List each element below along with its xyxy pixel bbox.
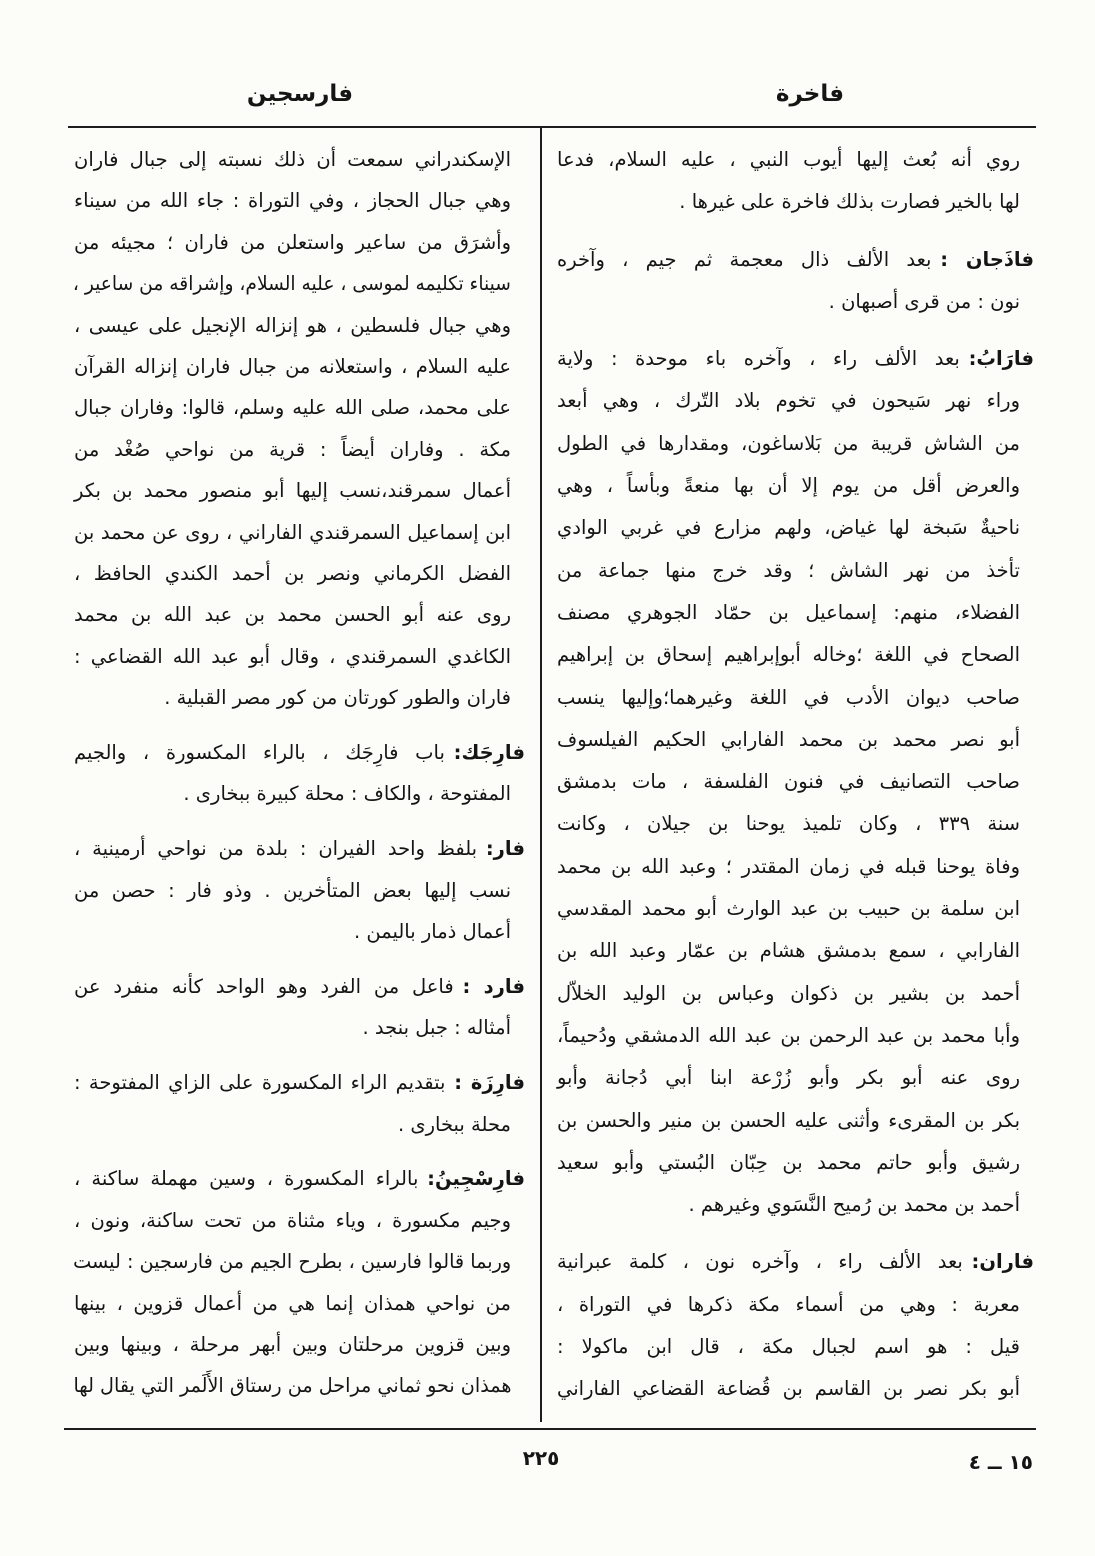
line-text (74, 1283, 511, 1324)
line-text (74, 1062, 525, 1103)
line-text (557, 973, 1020, 1015)
entry-headword: فار: (485, 837, 525, 861)
dictionary-entry (556, 1241, 1034, 1410)
text-line (73, 1158, 525, 1199)
line-text (557, 888, 1020, 930)
text-line (73, 1200, 511, 1241)
line-text (679, 181, 1020, 223)
entry-headword: فارِسْجِينُ: (427, 1167, 525, 1191)
entry-text: نون : من قرى أصبهان . (828, 289, 1020, 313)
text-line (556, 239, 1034, 281)
line-text (74, 346, 511, 387)
line-text (557, 1241, 1034, 1283)
entry-text: محلة ببخارى . (397, 1112, 511, 1136)
dictionary-entry (556, 338, 1034, 1226)
dictionary-entry (556, 239, 1034, 324)
entry-text: معربة : وهي من أسماء مكة ذكرها في التوراة ، (557, 1292, 1020, 1316)
entry-text: لها بالخير فصارت بذلك فاخرة على غيرها . (679, 190, 1020, 214)
text-line (556, 181, 1020, 223)
text-line (73, 1324, 511, 1365)
entry-text: بعد الألف ذال معجمة ثم جيم ، وآخره (557, 247, 932, 271)
line-text (74, 553, 511, 594)
line-text (74, 966, 525, 1007)
text-line (556, 1184, 1020, 1226)
dictionary-entry (73, 1062, 525, 1145)
entry-text: وراء نهر سَيحون في تخوم بلاد التّرك ، وهي أبعد (557, 389, 1020, 413)
line-text (557, 423, 1020, 465)
entry-headword: فارِجَك: (453, 740, 525, 764)
text-line (556, 846, 1020, 888)
line-text (73, 1365, 511, 1406)
dictionary-entry (73, 966, 525, 1049)
line-text (557, 1057, 1020, 1099)
entry-text: أحمد بن محمد بن رُميح النَّسَوي وغيرهم . (688, 1193, 1020, 1217)
line-text (74, 387, 511, 428)
entry-text: بكر بن المقرىء وأثنى عليه الحسن بن منير والحسن بن (557, 1108, 1020, 1132)
text-line (73, 732, 525, 773)
line-text (74, 1200, 511, 1241)
line-text (74, 636, 511, 677)
text-line (73, 828, 525, 869)
dictionary-entry (73, 732, 525, 815)
entry-text: ابن سلمة بن حبيب بن عبد الوارث أبو محمد المقدسي (557, 897, 1020, 921)
text-line (556, 634, 1020, 676)
entry-text: أحمد بن بشير بن ذكوان وعباس بن الوليد الخلاّل (557, 981, 1020, 1005)
line-text (557, 677, 1020, 719)
line-text (557, 803, 1020, 845)
entry-text: الفضل الكرماني ونصر بن أحمد الكندي الحافظ ، (74, 561, 511, 585)
line-text (183, 773, 511, 814)
text-line (556, 338, 1034, 380)
entry-continuation (73, 139, 525, 718)
text-line (73, 1007, 511, 1048)
text-line (73, 1104, 511, 1145)
line-text (73, 263, 511, 304)
entry-text: عليه السلام ، واستعلانه من جبال فاران إنزاله القرآن (74, 354, 511, 378)
line-text (557, 1100, 1020, 1142)
text-line (73, 346, 511, 387)
line-text (557, 1015, 1020, 1057)
line-text (557, 634, 1020, 676)
line-text (557, 1142, 1020, 1184)
entry-text: الإسكندراني سمعت أن ذلك نسبته إلى جبال فاران (74, 148, 511, 171)
entry-text: روي أنه بُعث إليها أيوب النبي ، عليه السلام، فدعا (557, 148, 1020, 171)
entry-text: الصحاح في اللغة ؛وخاله أبوإبراهيم إسحاق بن إبراهيم (557, 643, 1020, 667)
text-line (556, 930, 1020, 972)
text-line (73, 139, 511, 180)
entry-text: فاران والطور كورتان من كور مصر القبلية . (164, 686, 511, 710)
line-text (557, 550, 1020, 592)
text-line (73, 1365, 511, 1406)
running-head-right: فاخرة (775, 81, 845, 107)
text-line (73, 870, 511, 911)
entry-text: وهي جبال فلسطين ، هو إنزاله الإنجيل على عيسى ، (74, 313, 511, 337)
text-line (556, 677, 1020, 719)
entry-text: المفتوحة ، والكاف : محلة كبيرة ببخارى . (183, 782, 511, 806)
text-line (556, 1241, 1034, 1283)
entry-text: وأشرَق من ساعير واستعلن من فاران ؛ مجيئه من (74, 230, 511, 254)
entry-text: أبو بكر نصر بن القاسم بن قُضاعة القضاعي الفاراني (557, 1377, 1020, 1401)
line-text (74, 470, 511, 511)
entry-text: والعرض أقل من يوم إلا أن بها منعةً وبأساً ، وهي (557, 474, 1020, 498)
line-text (74, 512, 511, 553)
text-line (73, 180, 511, 221)
text-line (556, 380, 1020, 422)
entry-text: الفارابي ، سمع بدمشق هشام بن عمّار وعبد الله بن (557, 939, 1020, 963)
line-text (74, 139, 511, 180)
entry-text: من الشاش قريبة من بَلاساغون، ومقدارها في الطول (557, 431, 1020, 455)
text-line (556, 761, 1020, 803)
text-line (73, 1241, 511, 1282)
text-line (73, 773, 511, 814)
text-line (556, 1284, 1020, 1326)
entry-text: وأبا محمد بن عبد الرحمن بن عبد الله الدمشقي ودُحيماً، (557, 1023, 1020, 1047)
line-text (73, 1241, 511, 1282)
line-text (557, 380, 1020, 422)
entry-headword: فارَابُ: (968, 347, 1034, 371)
entry-text: الكاغدي السمرقندي ، وقال أبو عبد الله القضاعي : (74, 644, 511, 668)
text-line (556, 550, 1020, 592)
entry-text: همذان نحو ثماني مراحل من رستاق الأَلَمر التي يقال لها (72, 1374, 511, 1398)
line-text (557, 719, 1020, 761)
line-text (74, 870, 511, 911)
line-text (74, 594, 511, 635)
entry-text: أبو نصر محمد بن محمد الفارابي الحكيم الفيلسوف (557, 727, 1020, 751)
entry-text: ابن إسماعيل السمرقندي الفاراني ، روى عن محمد بن (74, 520, 511, 544)
entry-text: قيل : هو اسم لجبال مكة ، قال ابن ماكولا : (557, 1335, 1020, 1359)
text-line (556, 1142, 1020, 1184)
entry-text: وجيم مكسورة ، وياء مثناة من تحت ساكنة، ونون ، (74, 1208, 511, 1232)
entry-text: على محمد، صلى الله عليه وسلم، قالوا: وفاران جبال (74, 396, 511, 420)
text-line (556, 465, 1020, 507)
page-number: ٢٢٥ (522, 1446, 560, 1470)
entry-text: وفاة يوحنا قبله في زمان المقتدر ؛ وعبد الله بن محمد (556, 854, 1020, 878)
text-line (556, 1015, 1020, 1057)
text-line (556, 803, 1020, 845)
entry-text: بتقديم الراء المكسورة على الزاي المفتوحة : (74, 1071, 446, 1095)
entry-text: فاعل من الفرد وهو الواحد كأنه منفرد عن (74, 974, 454, 998)
text-line (556, 281, 1020, 323)
entry-text: صاحب التصانيف في فنون الفلسفة ، مات بدمشق (557, 770, 1020, 794)
text-line (73, 594, 511, 635)
entry-headword: فاران: (971, 1250, 1034, 1274)
column-divider (540, 128, 542, 1422)
entry-text: باب فارِجَك ، بالراء المكسورة ، والجيم (74, 740, 445, 764)
text-line (73, 429, 511, 470)
entry-text: روى عنه أبو بكر وأبو زُرْعة ابنا أبي دُجانة وأبو (556, 1066, 1020, 1090)
text-line (73, 512, 511, 553)
entry-text: سيناء تكليمه لموسى ، عليه السلام، وإشراقه من ساعير ، (73, 272, 511, 296)
line-text (557, 761, 1020, 803)
text-line (556, 1057, 1020, 1099)
line-text (164, 677, 511, 718)
line-text (557, 1368, 1020, 1410)
running-head-left: فارسجين (246, 81, 354, 107)
text-line (73, 966, 525, 1007)
text-line (556, 592, 1020, 634)
entry-text: وهي جبال الحجاز ، وفي التوراة : جاء الله من سيناء (74, 189, 511, 213)
entry-text: نسب إليها بعض المتأخرين . وذو فار : حصن من (74, 878, 511, 902)
entry-text: ناحيةٌ سَبخة لها غياض، ولهم مزارع في غربي الوادي (557, 516, 1020, 540)
entry-text: مكة . وفاران أيضاً : قرية من نواحي صُغْد من (74, 437, 511, 461)
line-text (557, 592, 1020, 634)
entry-text: صاحب ديوان الأدب في اللغة وغيرهما؛وإليها ينسب (556, 685, 1020, 709)
entry-text: من نواحي همذان إنما هي من أعمال قزوين ، بينها (74, 1291, 511, 1315)
text-line (556, 1368, 1020, 1410)
line-text (557, 338, 1034, 380)
text-line (73, 263, 511, 304)
entry-text: بعد الألف راء ، وآخره باء موحدة : ولاية (557, 347, 960, 371)
text-line (73, 470, 511, 511)
text-line (73, 911, 511, 952)
line-text (398, 1104, 511, 1145)
text-line (556, 888, 1020, 930)
text-line (73, 636, 511, 677)
entry-headword: فارد : (462, 974, 525, 998)
line-text (74, 305, 511, 346)
entry-text: الفضلاء، منهم: إسماعيل بن حمّاد الجوهري مصنف (557, 600, 1020, 624)
line-text (74, 180, 511, 221)
line-text (557, 239, 1034, 281)
text-line (73, 387, 511, 428)
line-text (557, 507, 1020, 549)
footer-rule (64, 1428, 1036, 1430)
entry-text: أمثاله : جبل بنجد . (362, 1016, 511, 1040)
entry-text: أعمال سمرقند،نسب إليها أبو منصور محمد بن بكر (74, 479, 511, 503)
text-line (73, 1062, 525, 1103)
entry-text: وربما قالوا فارسين ، بطرح الجيم من فارسجين : ليست (72, 1250, 511, 1274)
line-text (557, 930, 1020, 972)
line-text (557, 1326, 1020, 1368)
text-line (556, 1326, 1020, 1368)
dictionary-entry (73, 1158, 525, 1406)
text-column-right (556, 139, 1034, 1411)
entry-text: تأخذ من نهر الشاش ؛ وقد خرج منها جماعة من (556, 558, 1020, 582)
line-text (74, 828, 525, 869)
line-text (557, 846, 1020, 888)
entry-continuation (556, 139, 1034, 224)
entry-text: بعد الألف راء ، وآخره نون ، كلمة عبرانية (557, 1250, 963, 1274)
text-line (73, 305, 511, 346)
text-line (556, 423, 1020, 465)
entry-text: بالراء المكسورة ، وسين مهملة ساكنة ، (74, 1167, 419, 1191)
line-text (74, 429, 511, 470)
line-text (74, 732, 525, 773)
text-line (556, 973, 1020, 1015)
text-line (556, 507, 1020, 549)
line-text (74, 1158, 525, 1199)
text-line (73, 222, 511, 263)
entry-headword: فاذَجان : (940, 247, 1034, 271)
printer-signature: ١٥ ــ ٤ (968, 1450, 1033, 1474)
line-text (557, 1284, 1020, 1326)
text-column-left (73, 139, 525, 1407)
entry-text: روى عنه أبو الحسن محمد بن عبد الله بن محمد (74, 603, 511, 627)
line-text (557, 139, 1020, 181)
entry-headword: فارِزَة : (454, 1071, 525, 1095)
line-text (74, 1324, 511, 1365)
entry-text: بلفظ واحد الفيران : بلدة من نواحي أرمينية ، (74, 837, 478, 861)
text-line (73, 1283, 511, 1324)
line-text (363, 1007, 512, 1048)
line-text (829, 281, 1020, 323)
line-text (354, 911, 511, 952)
line-text (557, 465, 1020, 507)
line-text (689, 1184, 1020, 1226)
entry-text: وبين قزوين مرحلتان وبين أبهر مرحلة ، وبينها وبين (73, 1333, 511, 1357)
dictionary-entry (73, 828, 525, 952)
line-text (74, 222, 511, 263)
entry-text: أعمال ذمار باليمن . (353, 920, 511, 944)
text-line (556, 719, 1020, 761)
text-line (556, 1100, 1020, 1142)
entry-text: رشيق وأبو حاتم محمد بن حِبّان البُستي وأبو سعيد (556, 1150, 1020, 1174)
entry-text: سنة ٣٣٩ ، وكان تلميذ يوحنا بن جيلان ، وكانت (557, 812, 1020, 836)
header-rule (68, 126, 1036, 128)
text-line (556, 139, 1020, 181)
text-line (73, 677, 511, 718)
text-line (73, 553, 511, 594)
